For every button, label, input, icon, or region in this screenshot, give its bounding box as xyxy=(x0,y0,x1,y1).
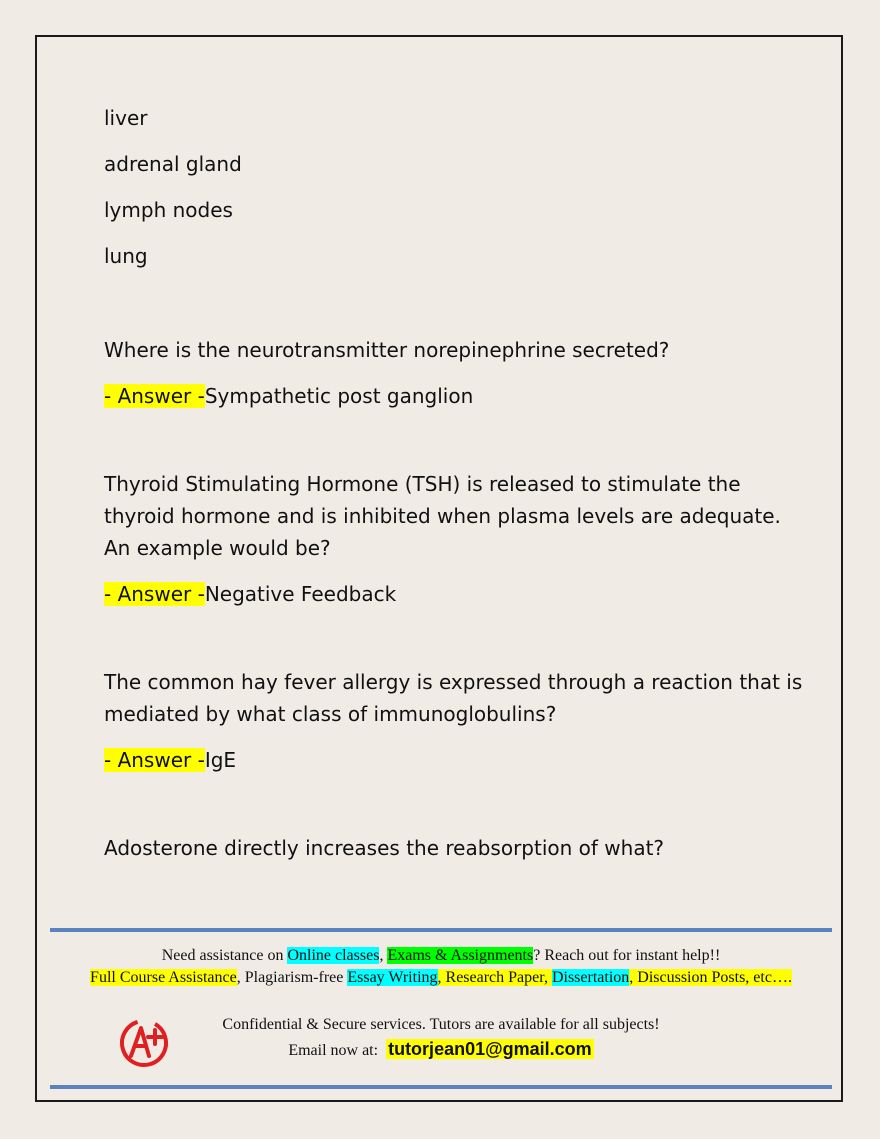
option-lung: lung xyxy=(104,244,148,268)
exams-assignments-link[interactable]: Exams & Assignments xyxy=(387,947,534,964)
footer-line-3: Confidential & Secure services. Tutors are available for all subjects! xyxy=(222,1016,660,1033)
answer-label: - Answer - xyxy=(104,384,205,408)
document-content xyxy=(104,102,804,878)
answer-text: IgE xyxy=(204,748,237,772)
option-adrenal-gland: adrenal gland xyxy=(104,152,242,176)
footer-line-1: Need assistance on Online classes, Exams & Assignments? Reach out for instant help!! xyxy=(161,947,721,964)
essay-writing-link[interactable]: Essay Writing xyxy=(347,969,438,986)
online-classes-link[interactable]: Online classes xyxy=(287,947,380,964)
footer-top-rule xyxy=(50,928,832,932)
question-1: Where is the neurotransmitter norepinephrine secreted? xyxy=(104,338,670,362)
answer-label: - Answer - xyxy=(104,582,205,606)
email-link[interactable]: tutorjean01@gmail.com xyxy=(388,1039,592,1059)
question-3: The common hay fever allergy is expressed through a reaction that is mediated by what class of immunoglobulins? xyxy=(104,670,803,726)
answer-1 xyxy=(104,380,804,412)
question-2: Thyroid Stimulating Hormone (TSH) is released to stimulate the thyroid hormone and is inhibited when plasma levels are adequate. An example would be? xyxy=(104,472,781,560)
option-lymph-nodes: lymph nodes xyxy=(104,198,233,222)
footer-contact xyxy=(50,1013,832,1063)
answer-label: - Answer - xyxy=(104,748,205,772)
answer-2 xyxy=(104,578,804,610)
answer-text: Sympathetic post ganglion xyxy=(204,384,474,408)
answer-text: Negative Feedback xyxy=(204,582,397,606)
option-liver: liver xyxy=(104,106,148,130)
dissertation-link[interactable]: Dissertation xyxy=(551,969,630,986)
question-4: Adosterone directly increases the reabsorption of what? xyxy=(104,836,665,860)
email-label: Email now at: xyxy=(288,1042,379,1059)
footer-bottom-rule xyxy=(50,1085,832,1089)
answer-3 xyxy=(104,744,804,776)
full-course-link[interactable]: Full Course Assistance xyxy=(90,969,237,986)
footer-ad-lines xyxy=(50,945,832,989)
footer-email-line xyxy=(50,1037,832,1063)
footer-line-2: Full Course Assistance, Plagiarism-free Essay Writing, Research Paper, Dissertation, Discussion Posts, etc…. xyxy=(90,969,792,986)
